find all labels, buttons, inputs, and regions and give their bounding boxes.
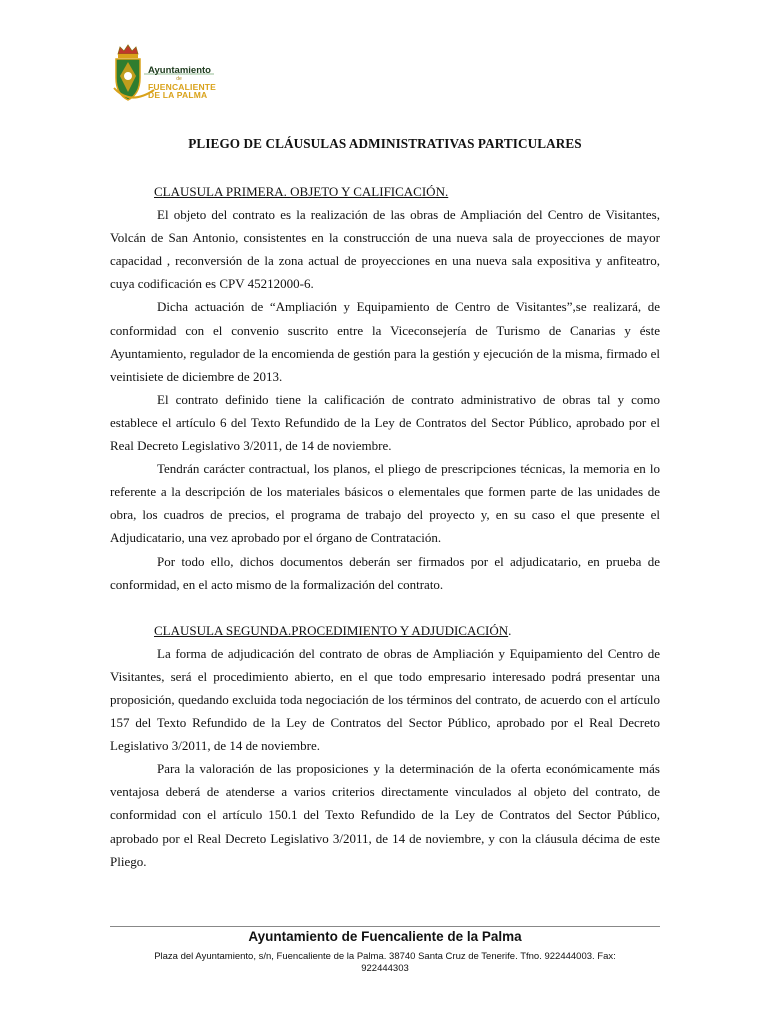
- paragraph: El objeto del contrato es la realización de las obras de Ampliación del Centro de Visitantes, Volcán de San Antonio, consistentes en la construcción de una nueva sala de proyecciones de mayor capacidad , reconversión de la zona actual de proyecciones en una nueva sala expositiva y anfiteatro, cuya codificación es CPV 45212000-6.: [110, 207, 660, 292]
- document-title: PLIEGO DE CLÁUSULAS ADMINISTRATIVAS PARTICULARES: [188, 136, 582, 151]
- section-heading-period: .: [508, 622, 512, 638]
- document-body: [110, 180, 660, 873]
- section-heading-text: CLAUSULA SEGUNDA.PROCEDIMIENTO Y ADJUDICACIÓN: [154, 622, 509, 638]
- footer-title: Ayuntamiento de Fuencaliente de la Palma: [248, 929, 522, 944]
- logo-line-ayuntamiento: Ayuntamiento: [148, 65, 211, 76]
- logo-line-de-la-palma: DE LA PALMA: [148, 90, 208, 100]
- paragraph: Dicha actuación de “Ampliación y Equipamiento de Centro de Visitantes”,se realizará, de conformidad con el convenio suscrito entre la Viceconsejería de Turismo de Canarias y éste Ayuntamiento, regulador de la encomienda de gestión para la gestión y ejecución de la misma, firmado el veintisiete de diciembre de 2013.: [110, 299, 660, 384]
- section-heading-segunda: [110, 619, 660, 642]
- paragraph: Tendrán carácter contractual, los planos, el pliego de prescripciones técnicas, la memoria en lo referente a la descripción de los materiales básicos o elementales que formen parte de las unidades de obra, los cuadros de precios, el programa de trabajo del proyecto y, en su caso el que presente el Adjudicatario, una vez aprobado por el órgano de Contratación.: [110, 461, 660, 546]
- paragraph: Para la valoración de las proposiciones y la determinación de la oferta económicamente más ventajosa deberá de atenderse a varios criterios directamente vinculados al objeto del contrato, de conformidad con el artículo 150.1 del Texto Refundido de la Ley de Contratos del Sector Público, aprobado por el Real Decreto Legislativo 3/2011, de 14 de noviembre, y con la cláusula décima de este Pliego.: [110, 761, 660, 869]
- section-spacer: [110, 596, 660, 619]
- paragraph: La forma de adjudicación del contrato de obras de Ampliación y Equipamiento del Centro de Visitantes, será el procedimiento abierto, en el que todo empresario interesado podrá presentar una proposición, quedando excluida toda negociación de los términos del contrato, de acuerdo con el artículo 157 del Texto Refundido de la Ley de Contratos del Sector Público, aprobado por el Real Decreto Legislativo 3/2011, de 14 de noviembre.: [110, 645, 660, 754]
- paragraph: El contrato definido tiene la calificación de contrato administrativo de obras tal y como establece el artículo 6 del Texto Refundido de la Ley de Contratos del Sector Público, aprobado por el Real Decreto Legislativo 3/2011, de 14 de noviembre.: [110, 391, 660, 454]
- logo-line-de: de: [176, 75, 182, 82]
- paragraph: Por todo ello, dichos documentos deberán ser firmados por el adjudicatario, en prueba de conformidad, en el acto mismo de la formalización del contrato.: [110, 553, 660, 592]
- municipal-logo: [110, 44, 220, 108]
- logo-line-fuencaliente: FUENCALIENTE: [148, 81, 217, 92]
- footer-divider: [110, 926, 660, 927]
- footer-address: Plaza del Ayuntamiento, s/n, Fuencaliente de la Palma. 38740 Santa Cruz de Tenerife. Tfno. 922444003. Fax: 922444303: [154, 951, 616, 974]
- section-heading-primera: CLAUSULA PRIMERA. OBJETO Y CALIFICACIÓN.: [154, 184, 449, 199]
